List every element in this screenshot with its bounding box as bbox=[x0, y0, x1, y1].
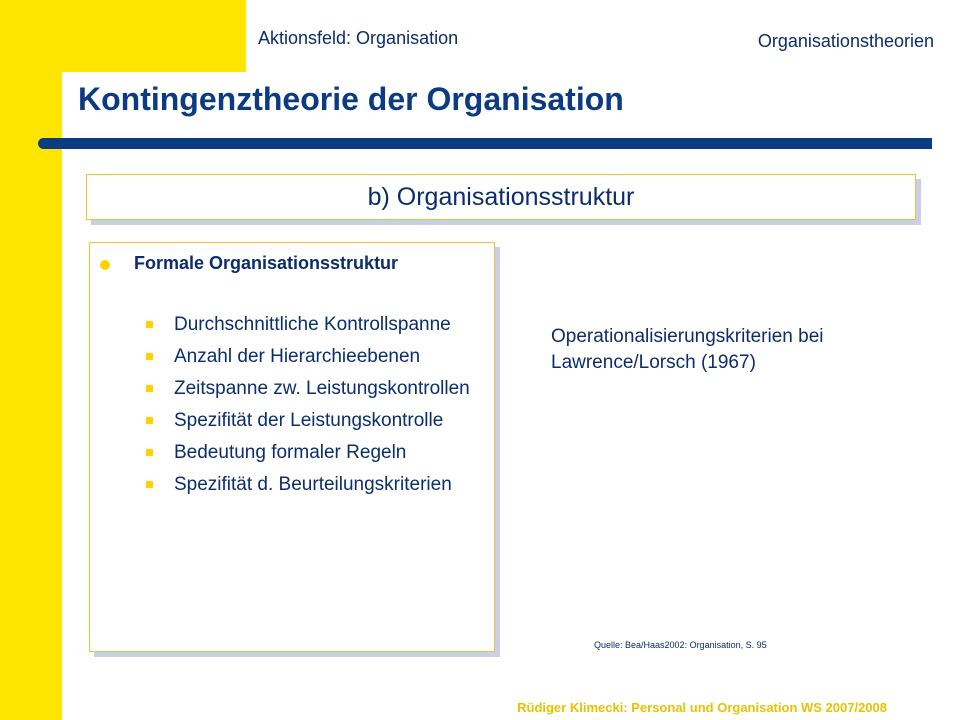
main-bullet-text: Formale Organisationsstruktur bbox=[134, 253, 399, 273]
square-bullet-icon bbox=[146, 321, 153, 328]
source-citation: Quelle: Bea/Haas2002: Organisation, S. 95 bbox=[594, 640, 767, 650]
list-item-text: Bedeutung formaler Regeln bbox=[174, 442, 407, 463]
list-item-text: Spezifität der Leistungskontrolle bbox=[174, 410, 444, 431]
list-item-text: Anzahl der Hierarchieebenen bbox=[174, 346, 421, 367]
list-item-text: Spezifität d. Beurteilungskriterien bbox=[174, 474, 452, 495]
square-bullet-icon bbox=[146, 481, 153, 488]
square-bullet-icon bbox=[146, 417, 153, 424]
yellow-top-band bbox=[62, 0, 246, 72]
header-topic: Organisationstheorien bbox=[757, 31, 934, 51]
list-item bbox=[146, 442, 494, 464]
list-item bbox=[146, 474, 494, 496]
bullet-dot-icon bbox=[100, 260, 110, 270]
list-item bbox=[146, 410, 494, 432]
list-item bbox=[146, 314, 494, 336]
header-action-field: Aktionsfeld: Organisation bbox=[258, 28, 459, 48]
title-underline-bar bbox=[38, 138, 932, 149]
list-item bbox=[146, 378, 494, 400]
subtitle-text: b) Organisationsstruktur bbox=[367, 182, 635, 211]
square-bullet-icon bbox=[146, 353, 153, 360]
slide-title: Kontingenztheorie der Organisation bbox=[78, 81, 624, 117]
operationalization-note: Operationalisierungskriterien bei Lawrence/Lorsch (1967) bbox=[551, 326, 824, 373]
footer-author-course: Rüdiger Klimecki: Personal und Organisation WS 2007/2008 bbox=[517, 700, 887, 715]
list-item-text: Durchschnittliche Kontrollspanne bbox=[174, 314, 451, 335]
square-bullet-icon bbox=[146, 385, 153, 392]
list-item bbox=[146, 346, 494, 368]
list-item-text: Zeitspanne zw. Leistungskontrollen bbox=[174, 378, 470, 399]
main-bullet bbox=[100, 253, 398, 274]
yellow-side-band bbox=[0, 0, 62, 720]
subtitle-box bbox=[86, 174, 916, 220]
criteria-list bbox=[146, 314, 494, 506]
square-bullet-icon bbox=[146, 449, 153, 456]
